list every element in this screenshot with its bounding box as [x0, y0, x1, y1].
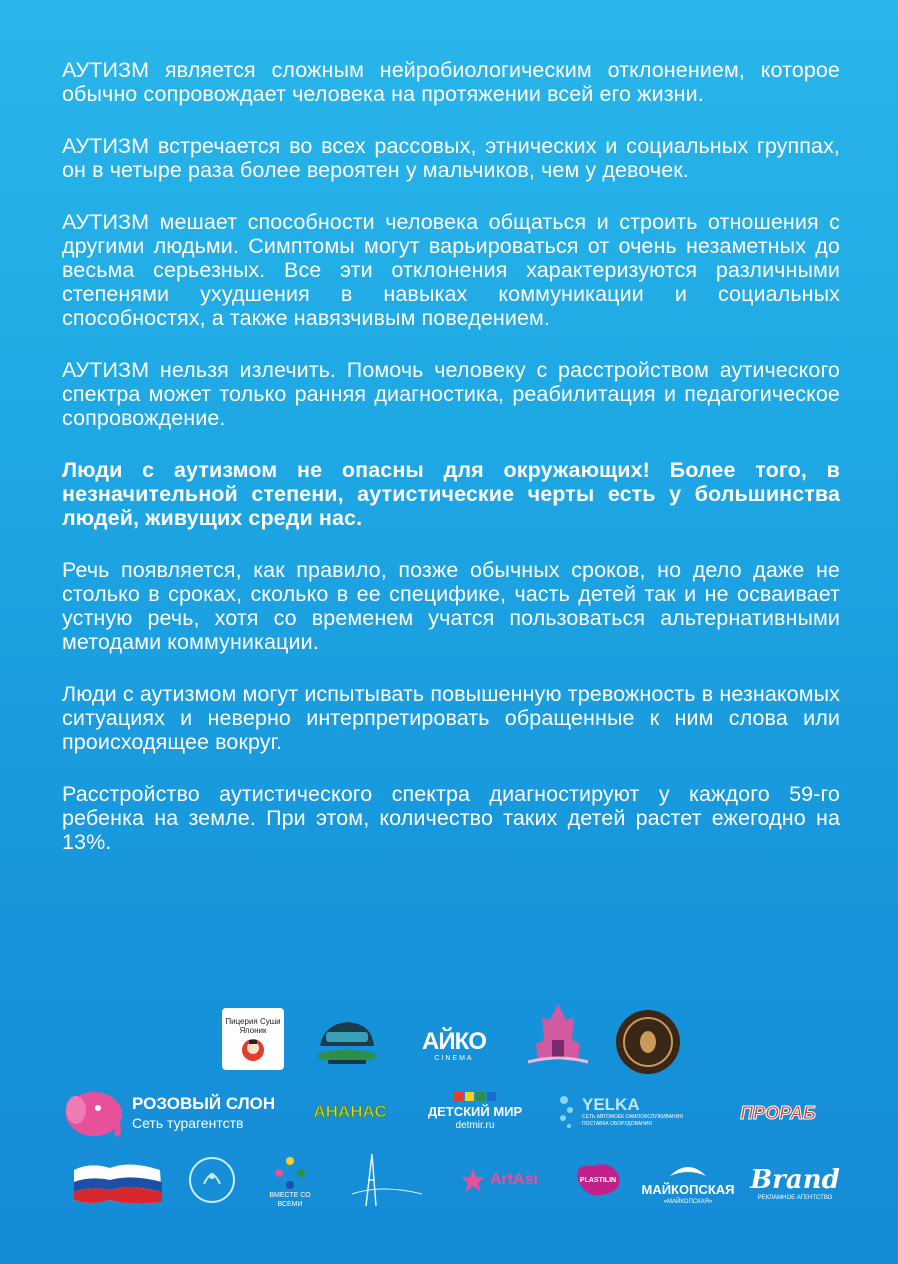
aiko-title: АЙКО [422, 1027, 486, 1055]
aiko-subtitle: CINEMA [434, 1054, 474, 1062]
russia-map-flag-icon [70, 1156, 166, 1212]
plastilin-title: PLASTILIN [579, 1176, 617, 1184]
paragraph-6: Речь появляется, как правило, позже обычных сроков, но дело даже не столько в сроках, сколько в ее специфике, часть детей так и не осваивает устную речь, хотя со временем учатся пользоваться альтернативными методами коммуникации. [62, 558, 840, 654]
circle-emblem-icon [186, 1154, 238, 1206]
eiffel-logo [342, 1150, 426, 1212]
brand-subtitle: РЕКЛАМНОЕ АГЕНТСТВО [757, 1195, 833, 1201]
aiko-cinema-logo [414, 1026, 494, 1066]
artasi-logo [446, 1162, 552, 1198]
bus-icon [312, 1012, 382, 1070]
vmeste-so-vsemi-logo [256, 1150, 324, 1214]
prorab-title: ПРОРАБ [740, 1102, 816, 1123]
eagle-icon [668, 1160, 708, 1182]
rozovy-slon-subtitle: Сеть турагентств [132, 1115, 244, 1131]
brand-title: Brand [750, 1165, 840, 1195]
plastilin-logo [572, 1160, 624, 1200]
detsky-mir-logo [416, 1086, 534, 1138]
bus-tour-logo [312, 1012, 382, 1070]
maykopskaya-title: МАЙКОПСКАЯ [641, 1182, 735, 1197]
castle-icon [518, 1000, 598, 1072]
detsky-mir-url: detmir.ru [455, 1120, 495, 1131]
yelka-drops-icon [556, 1092, 578, 1132]
maykopskaya-logo [641, 1152, 735, 1214]
ananas-logo [308, 1094, 392, 1130]
sponsor-logos [0, 1000, 898, 1230]
paragraph-1: АУТИЗМ является сложным нейробиологическим отклонением, которое обычно сопровождает человека на протяжении всей его жизни. [62, 58, 840, 106]
paragraph-5-bold: Люди с аутизмом не опасны для окружающих! Более того, в незначительной степени, аутистические черты есть у большинства людей, живущих среди нас. [62, 458, 840, 530]
pink-elephant-icon [62, 1086, 126, 1140]
paragraph-2: АУТИЗМ встречается во всех рассовых, этнических и социальных группах, он в четыре раза более вероятен у мальчиков, чем у девочек. [62, 134, 840, 182]
article-body [62, 58, 840, 882]
rozovy-slon-logo [62, 1086, 302, 1140]
people-circle-icon [273, 1155, 307, 1191]
russian-organization-logo [70, 1156, 166, 1212]
paragraph-3: АУТИЗМ мешает способности человека общаться и строить отношения с другими людьми. Симптомы могут варьироваться от очень незаметных до весьма серьезных. Все эти отклонения характеризуются различными степенями ухудшения в навыках коммуникации и социальных способностях, а также навязчивым поведением. [62, 210, 840, 330]
paragraph-8: Расстройство аутистического спектра диагностируют у каждого 59-го ребенка на земле. При этом, количество таких детей растет ежегодно на 13%. [62, 782, 840, 854]
coffee-round-logo [614, 1008, 682, 1076]
yelka-title: YELKA [582, 1095, 640, 1114]
pizzeria-mascot-icon [238, 1035, 268, 1063]
artasi-title: ArtAsi [489, 1171, 538, 1188]
paragraph-7: Люди с аутизмом могут испытывать повышенную тревожность в незнакомых ситуациях и неверно интерпретировать обращенные к ним слова или происходящее вокруг. [62, 682, 840, 754]
pizzeria-logo-text: Пицерия Суши Японик [225, 1017, 281, 1035]
ananas-title: АНАНАС [313, 1102, 387, 1121]
paragraph-4: АУТИЗМ нельзя излечить. Помочь человеку с расстройством аутического спектра может только ранняя диагностика, реабилитация и педагогическое сопровождение. [62, 358, 840, 430]
circle-foundation-logo [186, 1154, 238, 1206]
brand-agency-logo [750, 1160, 840, 1208]
artasi-star-icon [460, 1167, 486, 1193]
vmeste-title: ВМЕСТЕ СО ВСЕМИ [269, 1192, 311, 1208]
pizzeria-logo [222, 1008, 284, 1070]
kingdom-castle-logo [518, 1000, 598, 1072]
maykopskaya-subtitle: «МАЙКОПСКАЯ» [663, 1199, 713, 1205]
yelka-subtitle-2: ПОСТАВКА ОБОРУДОВАНИЯ [582, 1121, 652, 1127]
coffee-badge-icon [614, 1008, 682, 1076]
yelka-subtitle-1: СЕТЬ АВТОМОЕК САМООБСЛУЖИВАНИЯ [582, 1114, 683, 1120]
detsky-mir-title: ДЕТСКИЙ МИР [427, 1104, 523, 1119]
eiffel-tower-icon [342, 1150, 426, 1212]
detsky-mir-blocks-icon [454, 1092, 496, 1104]
prorab-logo [726, 1098, 830, 1128]
yelka-logo [556, 1090, 706, 1134]
rozovy-slon-title: РОЗОВЫЙ СЛОН [132, 1094, 276, 1113]
